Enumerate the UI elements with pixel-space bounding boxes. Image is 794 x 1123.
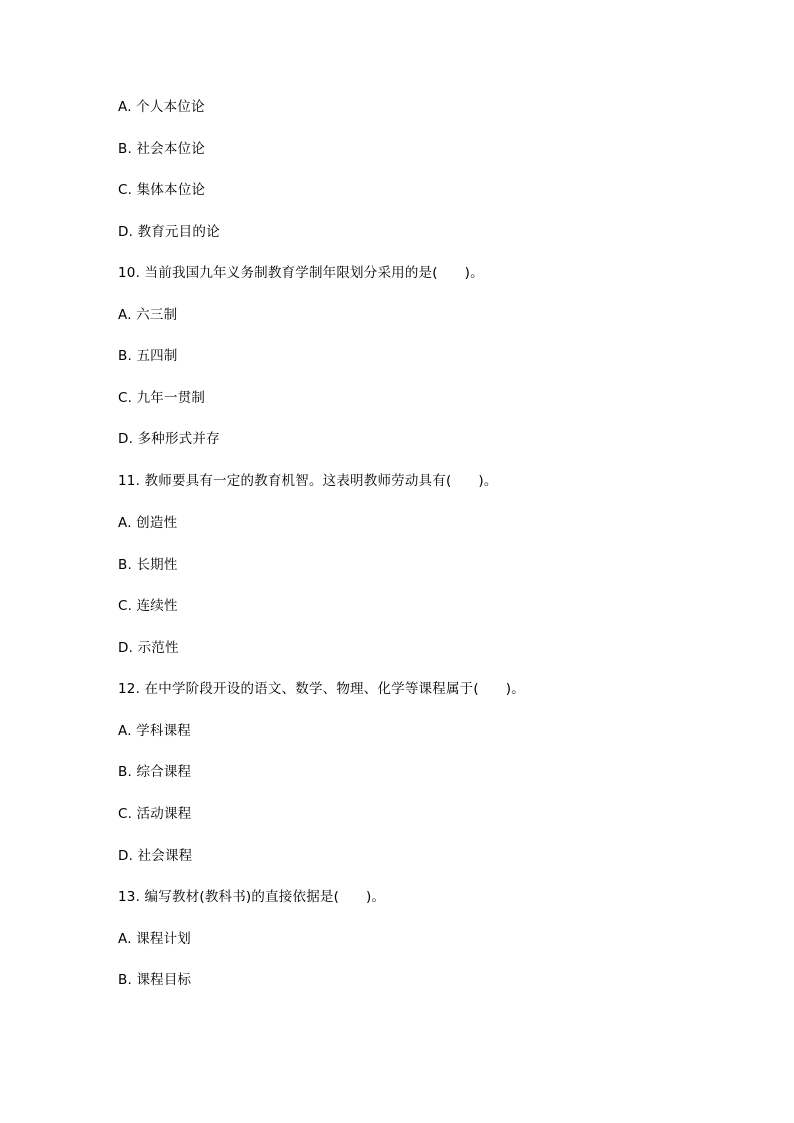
option-9b: B. 社会本位论: [118, 141, 205, 157]
option-10b: B. 五四制: [118, 348, 178, 364]
question-12: 12. 在中学阶段开设的语文、数学、物理、化学等课程属于( )。: [118, 681, 525, 697]
option-11a: A. 创造性: [118, 515, 178, 531]
option-9c: C. 集体本位论: [118, 182, 206, 198]
option-12b: B. 综合课程: [118, 764, 192, 780]
option-10a: A. 六三制: [118, 307, 178, 323]
option-11b: B. 长期性: [118, 557, 178, 573]
option-12d: D. 社会课程: [118, 848, 193, 864]
option-10c: C. 九年一贯制: [118, 390, 206, 406]
option-12a: A. 学科课程: [118, 723, 191, 739]
option-12c: C. 活动课程: [118, 806, 192, 822]
option-10d: D. 多种形式并存: [118, 431, 220, 447]
option-9a: A. 个人本位论: [118, 99, 205, 115]
question-13: 13. 编写教材(教科书)的直接依据是( )。: [118, 889, 386, 905]
option-9d: D. 教育元目的论: [118, 224, 220, 240]
option-13a: A. 课程计划: [118, 931, 191, 947]
option-11d: D. 示范性: [118, 640, 179, 656]
option-11c: C. 连续性: [118, 598, 178, 614]
question-11: 11. 教师要具有一定的教育机智。这表明教师劳动具有( )。: [118, 473, 498, 489]
option-13b: B. 课程目标: [118, 972, 192, 988]
question-10: 10. 当前我国九年义务制教育学制年限划分采用的是( )。: [118, 265, 484, 281]
